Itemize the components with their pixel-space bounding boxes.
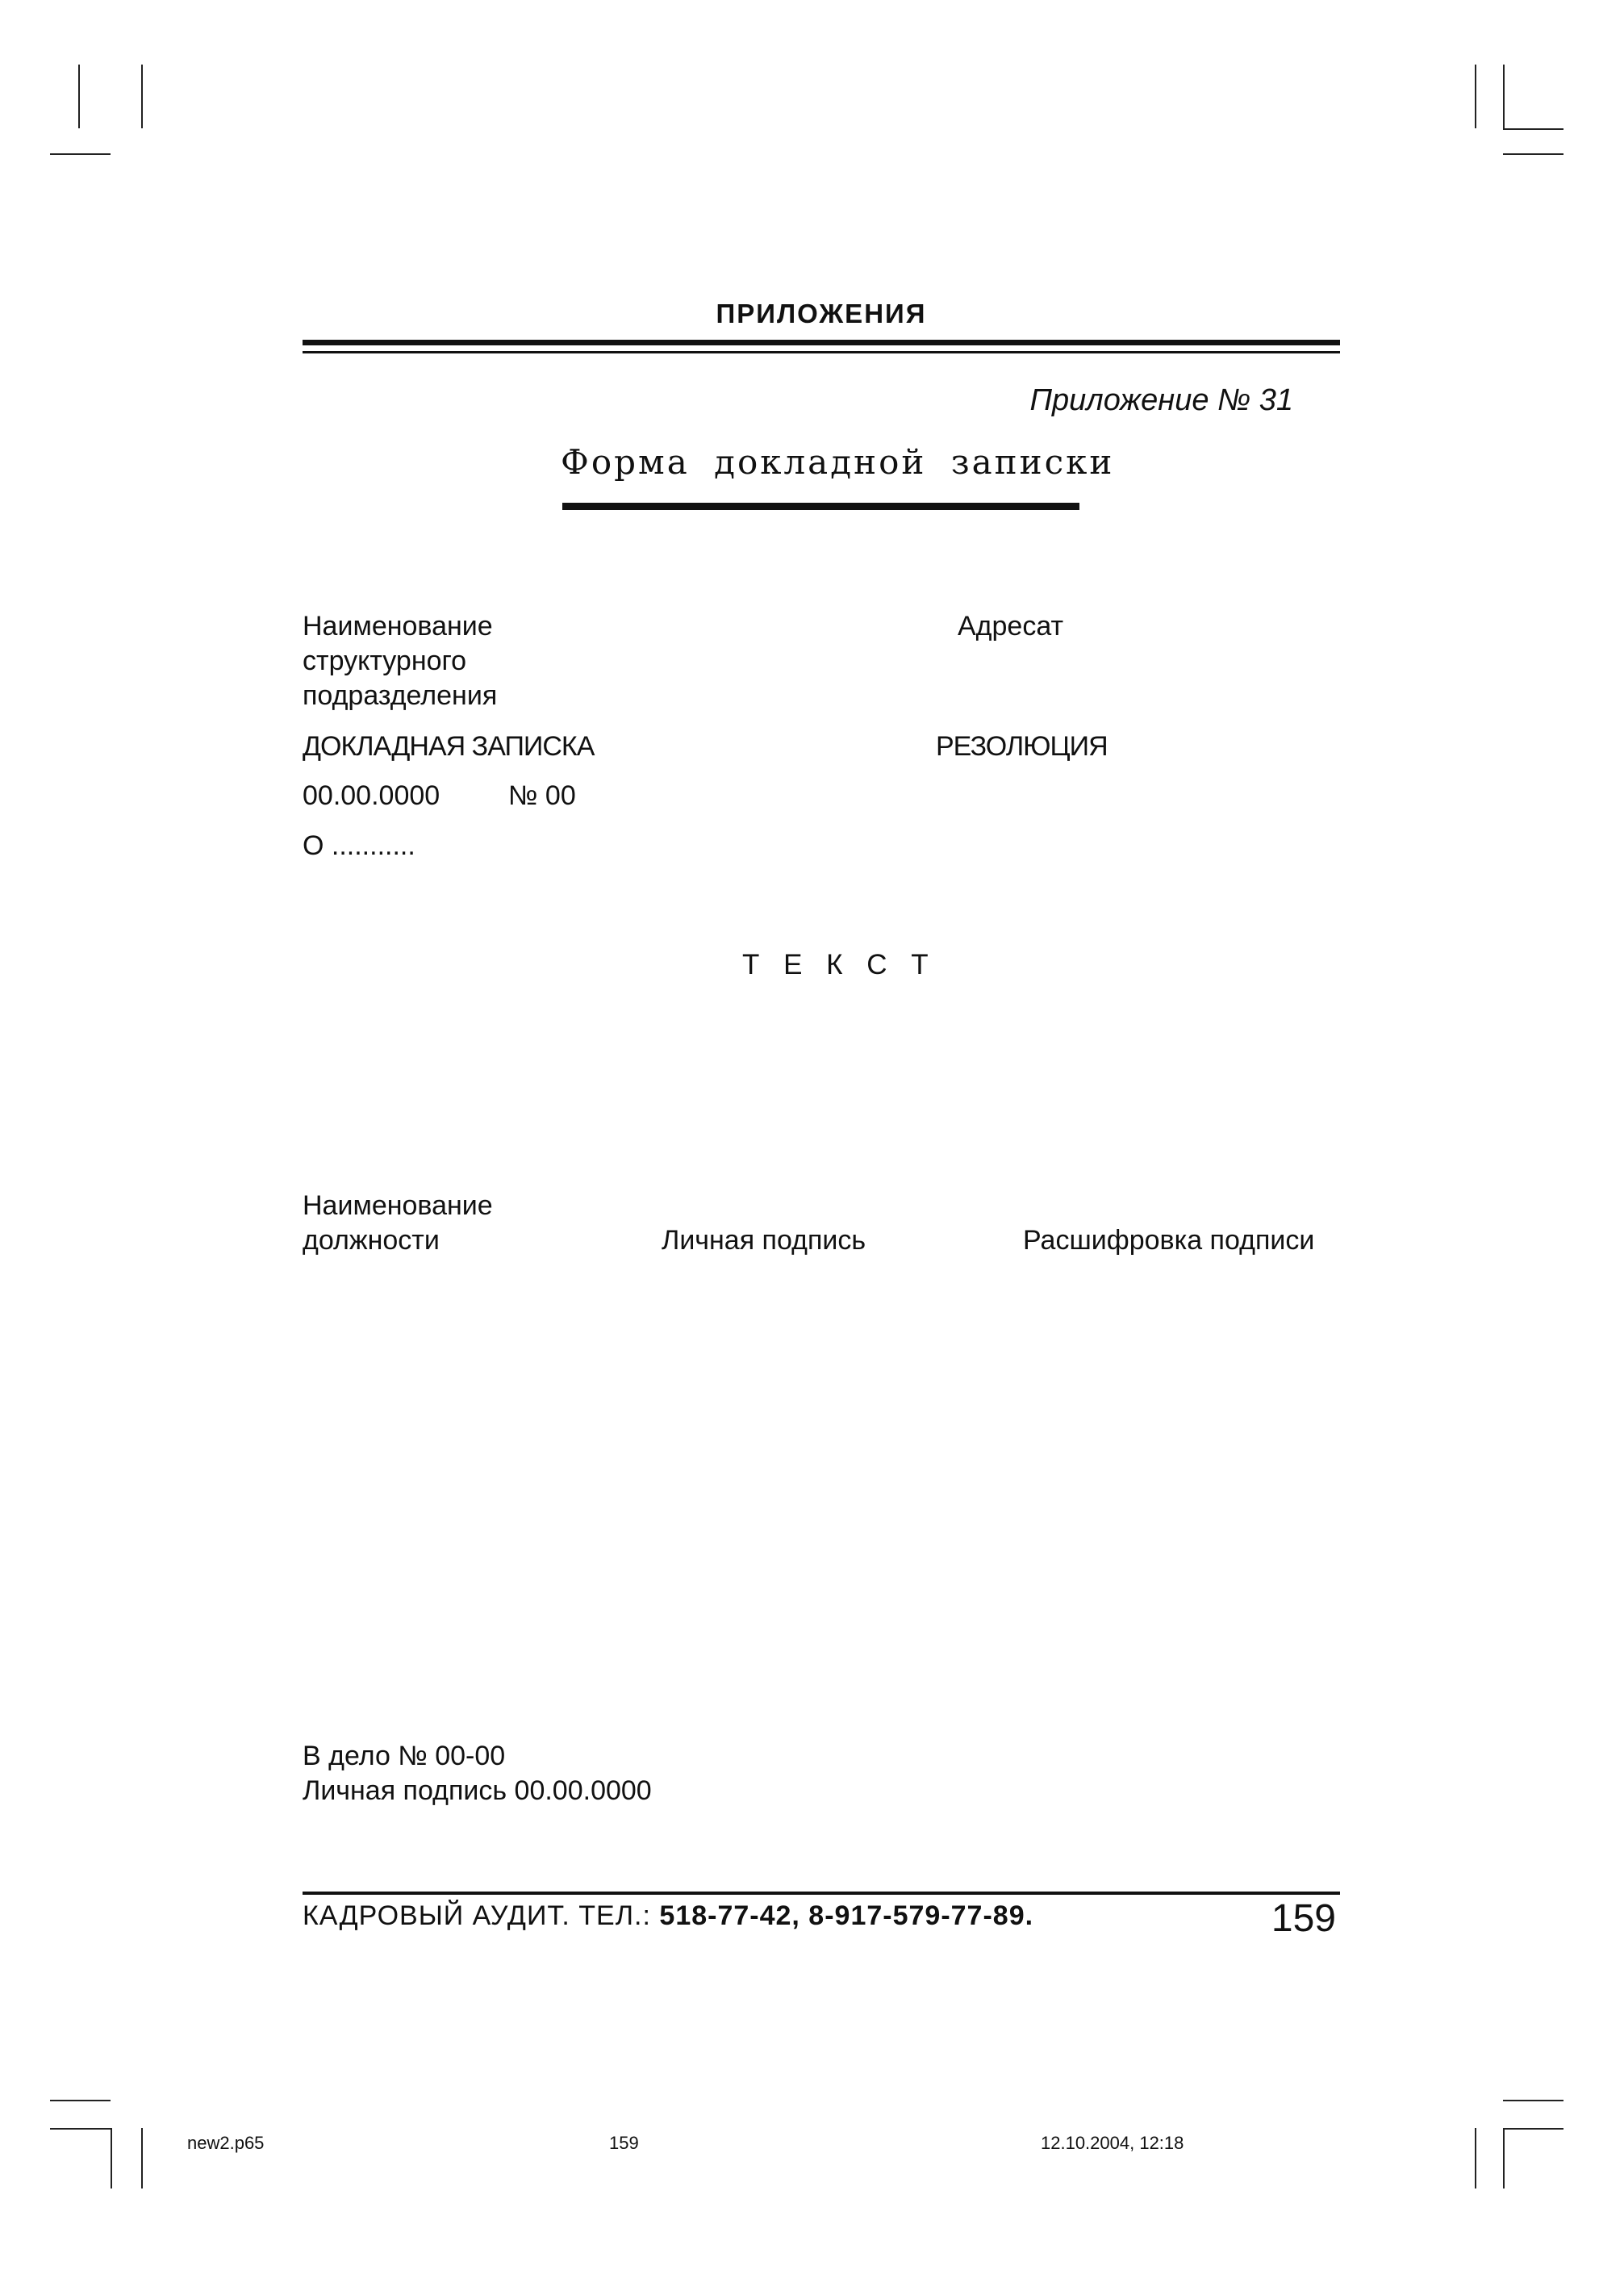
resolution-label: РЕЗОЛЮЦИЯ bbox=[936, 731, 1108, 762]
slug-datetime: 12.10.2004, 12:18 bbox=[1041, 2133, 1184, 2153]
org-unit-line: структурного bbox=[303, 646, 467, 676]
position-line: Наименование bbox=[303, 1190, 493, 1221]
title-underline bbox=[562, 503, 1079, 510]
document-type: ДОКЛАДНАЯ ЗАПИСКА bbox=[303, 731, 595, 762]
filing-note bbox=[303, 1739, 652, 1808]
header-rule-thick bbox=[303, 340, 1340, 345]
document-number: № 00 bbox=[508, 780, 576, 811]
footer-label: КАДРОВЫЙ АУДИТ. ТЕЛ.: bbox=[303, 1900, 651, 1931]
org-unit-name bbox=[303, 609, 497, 713]
form-title: Форма докладной записки bbox=[561, 442, 1115, 482]
case-file-line: В дело № 00-00 bbox=[303, 1741, 506, 1771]
signature-decoding-label: Расшифровка подписи bbox=[1023, 1225, 1315, 1256]
footer-rule bbox=[303, 1892, 1340, 1895]
footer-contact bbox=[303, 1900, 1033, 1932]
section-title: ПРИЛОЖЕНИЯ bbox=[716, 299, 927, 328]
addressee: Адресат bbox=[958, 611, 1064, 642]
body-text-placeholder: Т Е К С Т bbox=[742, 949, 937, 980]
slug-file: new2.p65 bbox=[187, 2133, 265, 2153]
page-number: 159 bbox=[1271, 1897, 1336, 1940]
document-subject: О ........... bbox=[303, 830, 415, 861]
document-date: 00.00.0000 bbox=[303, 780, 440, 811]
org-unit-line: Наименование bbox=[303, 611, 493, 642]
personal-signature-label: Личная подпись bbox=[662, 1225, 866, 1256]
footer-phones: 518-77-42, 8-917-579-77-89. bbox=[659, 1900, 1034, 1931]
slug-page: 159 bbox=[609, 2133, 639, 2153]
org-unit-line: подразделения bbox=[303, 680, 498, 711]
header-rule-thin bbox=[303, 351, 1340, 353]
appendix-number: Приложение № 31 bbox=[1029, 383, 1293, 417]
position-line: должности bbox=[303, 1225, 440, 1256]
filing-signature-line: Личная подпись 00.00.0000 bbox=[303, 1775, 652, 1806]
position-title bbox=[303, 1189, 493, 1258]
